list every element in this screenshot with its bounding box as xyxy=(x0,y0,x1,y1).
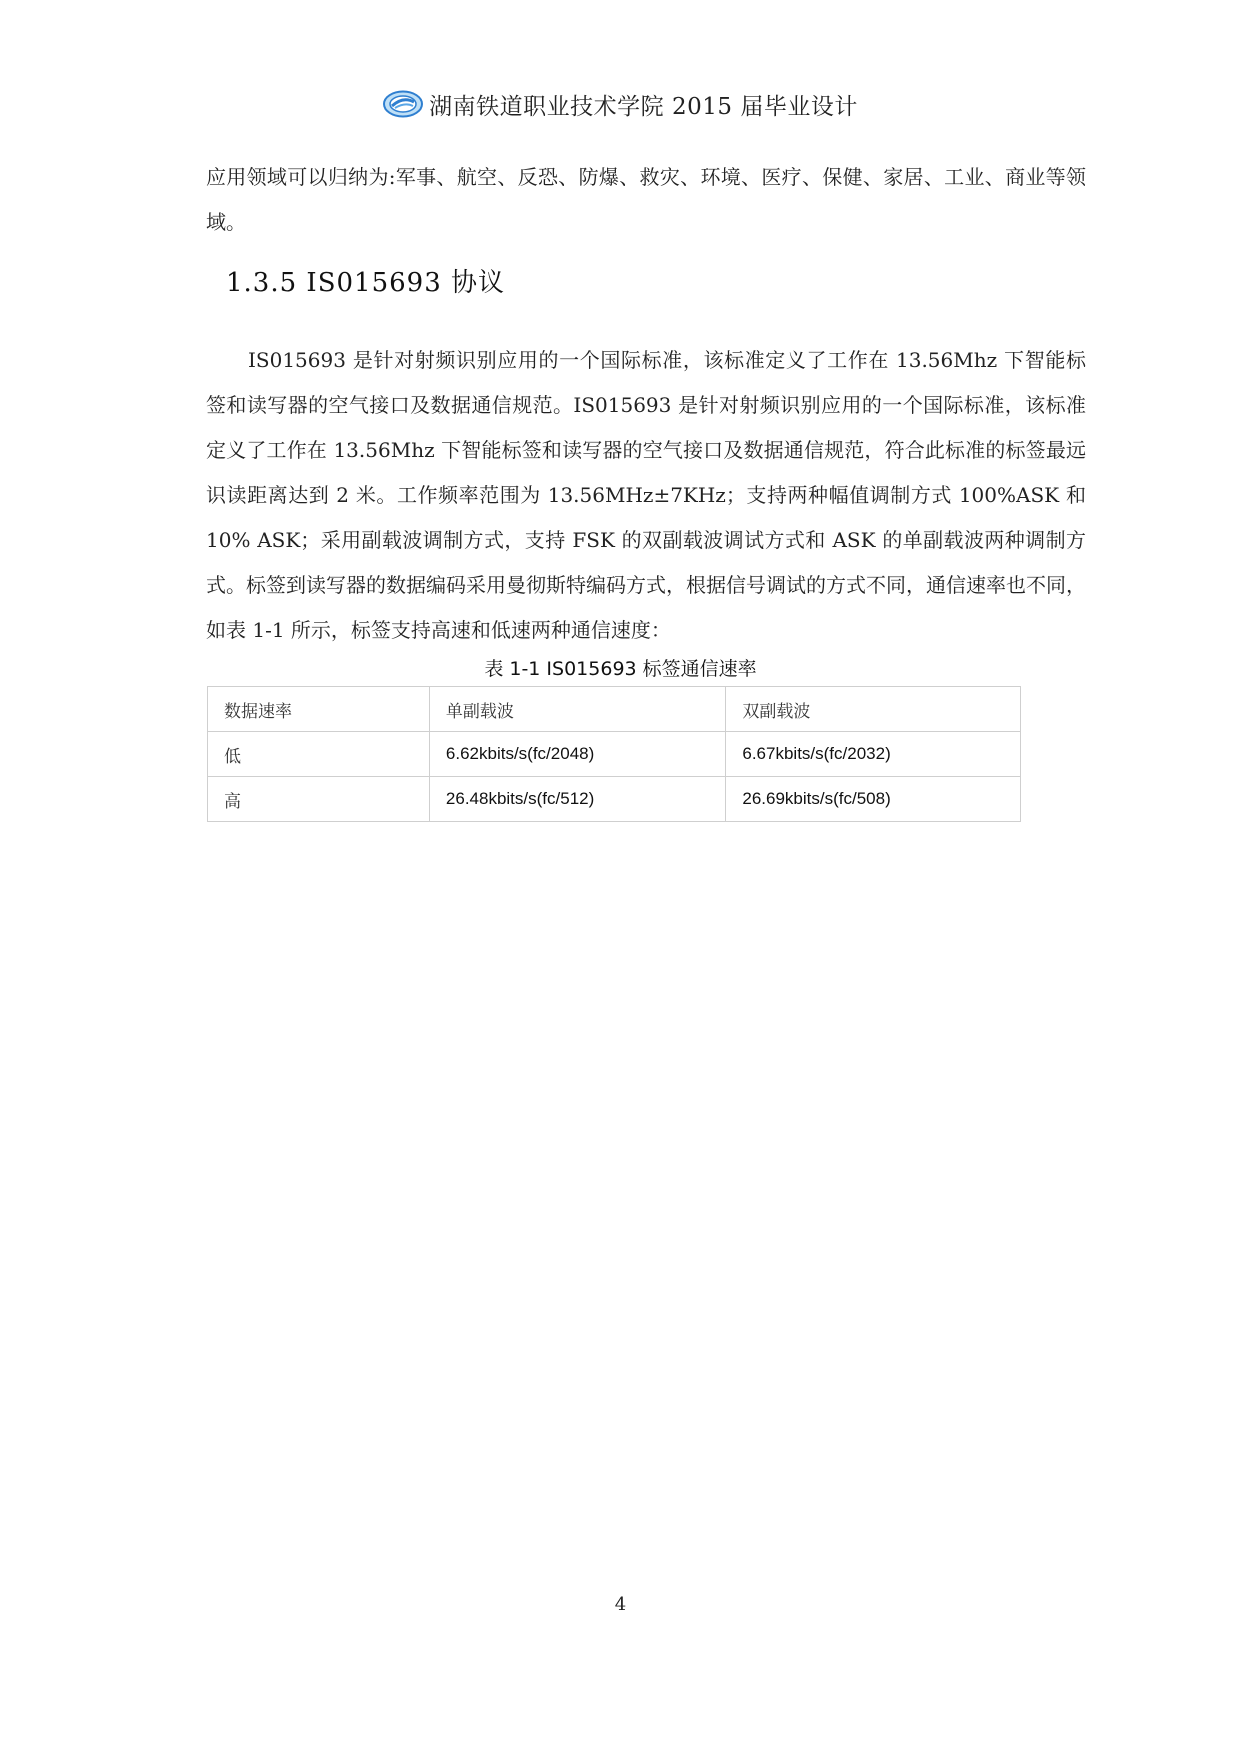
table-cell: 26.69kbits/s(fc/508) xyxy=(726,777,1021,822)
table-header-row xyxy=(208,687,1021,732)
rate-table xyxy=(207,686,1021,822)
intro-paragraph: 应用领域可以归纳为:军事、航空、反恐、防爆、救灾、环境、医疗、保健、家居、工业、商业等领域。 xyxy=(206,165,1086,234)
table-cell: 6.62kbits/s(fc/2048) xyxy=(429,732,725,777)
table-header-cell: 数据速率 xyxy=(208,687,430,732)
table-header-cell: 双副载波 xyxy=(726,687,1021,732)
school-emblem-icon xyxy=(383,90,423,118)
page-header xyxy=(0,84,1241,124)
table-cell: 6.67kbits/s(fc/2032) xyxy=(726,732,1021,777)
table-row xyxy=(208,777,1021,822)
page-header-inner xyxy=(383,88,858,121)
table-cell: 高 xyxy=(208,777,430,822)
table-cell: 26.48kbits/s(fc/512) xyxy=(429,777,725,822)
table-row xyxy=(208,732,1021,777)
table-caption: 表 1-1 IS015693 标签通信速率 xyxy=(484,658,757,680)
page-number: 4 xyxy=(614,1594,627,1615)
table-cell: 低 xyxy=(208,732,430,777)
section-heading: 1.3.5 IS015693 协议 xyxy=(226,268,506,298)
table-header-cell: 单副载波 xyxy=(429,687,725,732)
header-title: 湖南铁道职业技术学院 2015 届毕业设计 xyxy=(429,93,858,120)
section-body-paragraph: IS015693 是针对射频识别应用的一个国际标准，该标准定义了工作在 13.56Mhz 下智能标签和读写器的空气接口及数据通信规范。IS015693 是针对射频识别应用的一个国际标准，该标准定义了工作在 13.56Mhz 下智能标签和读写器的空气接口及数据通信规范，符合此标准的标签最远识读距离达到 2 米。工作频率范围为 13.56MHz±7KHz；支持两种幅值调制方式 100%ASK 和 10% ASK；采用副载波调制方式，支持 FSK 的双副载波调试方式和 ASK 的单副载波两种调制方式。标签到读写器的数据编码采用曼彻斯特编码方式，根据信号调试的方式不同，通信速率也不同，如表 1-1 所示，标签支持高速和低速两种通信速度： xyxy=(206,348,1086,642)
